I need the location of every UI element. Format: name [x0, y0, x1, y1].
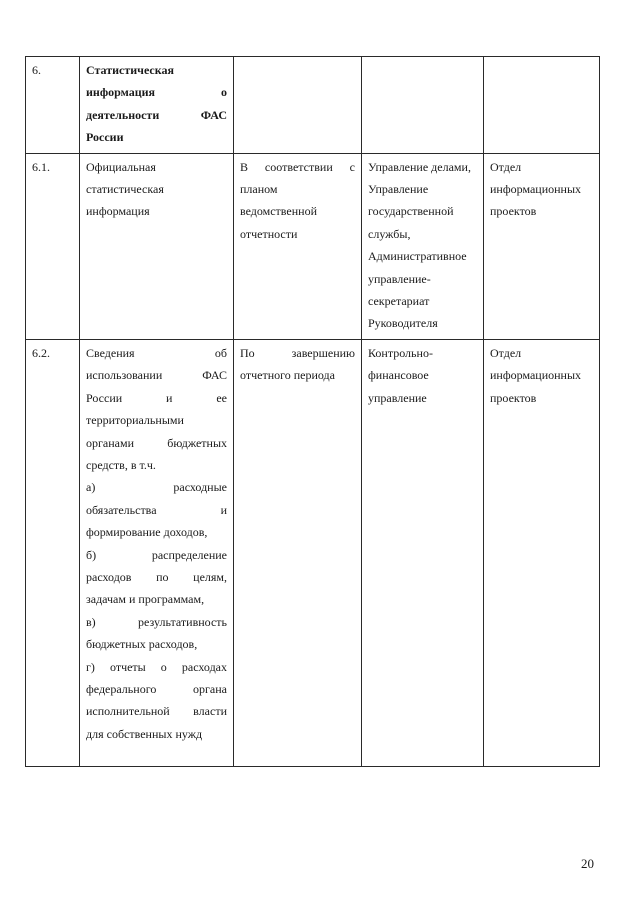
title-line: деятельности ФАС	[86, 107, 227, 122]
page-number: 20	[581, 856, 594, 871]
title-line: а) расходные	[86, 480, 227, 495]
period-cell	[234, 339, 362, 766]
title-line: средств, в т.ч.	[86, 457, 156, 472]
title-line: России	[86, 130, 124, 145]
title-line: исполнительной власти	[86, 704, 227, 719]
title-line: обязательства и	[86, 502, 227, 517]
period-cell	[234, 153, 362, 339]
period-line: По завершению	[240, 345, 355, 360]
executor-cell	[484, 339, 600, 766]
title-line: Сведения об	[86, 345, 227, 360]
row-number: 6.1.	[32, 159, 50, 174]
executor-line: Отдел	[490, 345, 522, 360]
period-line: В соответствии с	[240, 159, 355, 174]
executor-line: информационных	[490, 182, 582, 197]
responsible-line: управление	[368, 390, 427, 405]
responsible-line: финансовое	[368, 368, 429, 383]
title-line: Статистическая	[86, 63, 174, 77]
responsible-line: секретариат	[368, 294, 430, 309]
executor-cell	[484, 57, 600, 154]
table-row	[26, 339, 600, 766]
responsible-line: Управление делами,	[368, 159, 471, 174]
row-number: 6.	[32, 63, 41, 77]
row-number: 6.2.	[32, 345, 50, 360]
title-line: бюджетных расходов,	[86, 637, 198, 652]
title-line: информация	[86, 204, 150, 219]
title-line: территориальными	[86, 413, 184, 428]
responsible-cell	[362, 339, 484, 766]
responsible-line: Административное	[368, 249, 467, 264]
title-line: расходов по целям,	[86, 569, 227, 584]
title-line: в) результативность	[86, 614, 227, 629]
document-table	[25, 56, 600, 767]
period-line: отчетности	[240, 226, 298, 241]
title-line: задачам и программам,	[86, 592, 205, 607]
title-line: формирование доходов,	[86, 525, 208, 540]
executor-line: проектов	[490, 204, 537, 219]
title-cell	[80, 153, 234, 339]
executor-line: Отдел	[490, 159, 522, 174]
period-cell	[234, 57, 362, 154]
period-line: планом	[240, 182, 278, 197]
title-line: использовании ФАС	[86, 368, 227, 383]
title-line: для собственных нужд	[86, 726, 203, 741]
title-line: России и ее	[86, 390, 227, 405]
responsible-line: Управление	[368, 182, 429, 197]
responsible-cell	[362, 153, 484, 339]
responsible-line: управление-	[368, 271, 431, 286]
executor-line: проектов	[490, 390, 537, 405]
responsible-line: Контрольно-	[368, 345, 433, 360]
executor-line: информационных	[490, 368, 582, 383]
table-row	[26, 153, 600, 339]
executor-cell	[484, 153, 600, 339]
title-cell	[80, 339, 234, 766]
row-number-cell	[26, 57, 80, 154]
title-line: Официальная	[86, 159, 156, 174]
title-cell	[80, 57, 234, 154]
title-line: федерального органа	[86, 681, 227, 696]
responsible-line: Руководителя	[368, 316, 438, 331]
title-line: органами бюджетных	[86, 435, 227, 450]
title-line: статистическая	[86, 182, 164, 197]
title-line: б) распределение	[86, 547, 227, 562]
responsible-line: службы,	[368, 226, 411, 241]
period-line: отчетного периода	[240, 368, 335, 383]
row-number-cell	[26, 339, 80, 766]
period-line: ведомственной	[240, 204, 317, 219]
table-row	[26, 57, 600, 154]
row-number-cell	[26, 153, 80, 339]
responsible-line: государственной	[368, 204, 454, 219]
title-line: информация о	[86, 85, 227, 100]
title-line: г) отчеты о расходах	[86, 659, 227, 674]
responsible-cell	[362, 57, 484, 154]
